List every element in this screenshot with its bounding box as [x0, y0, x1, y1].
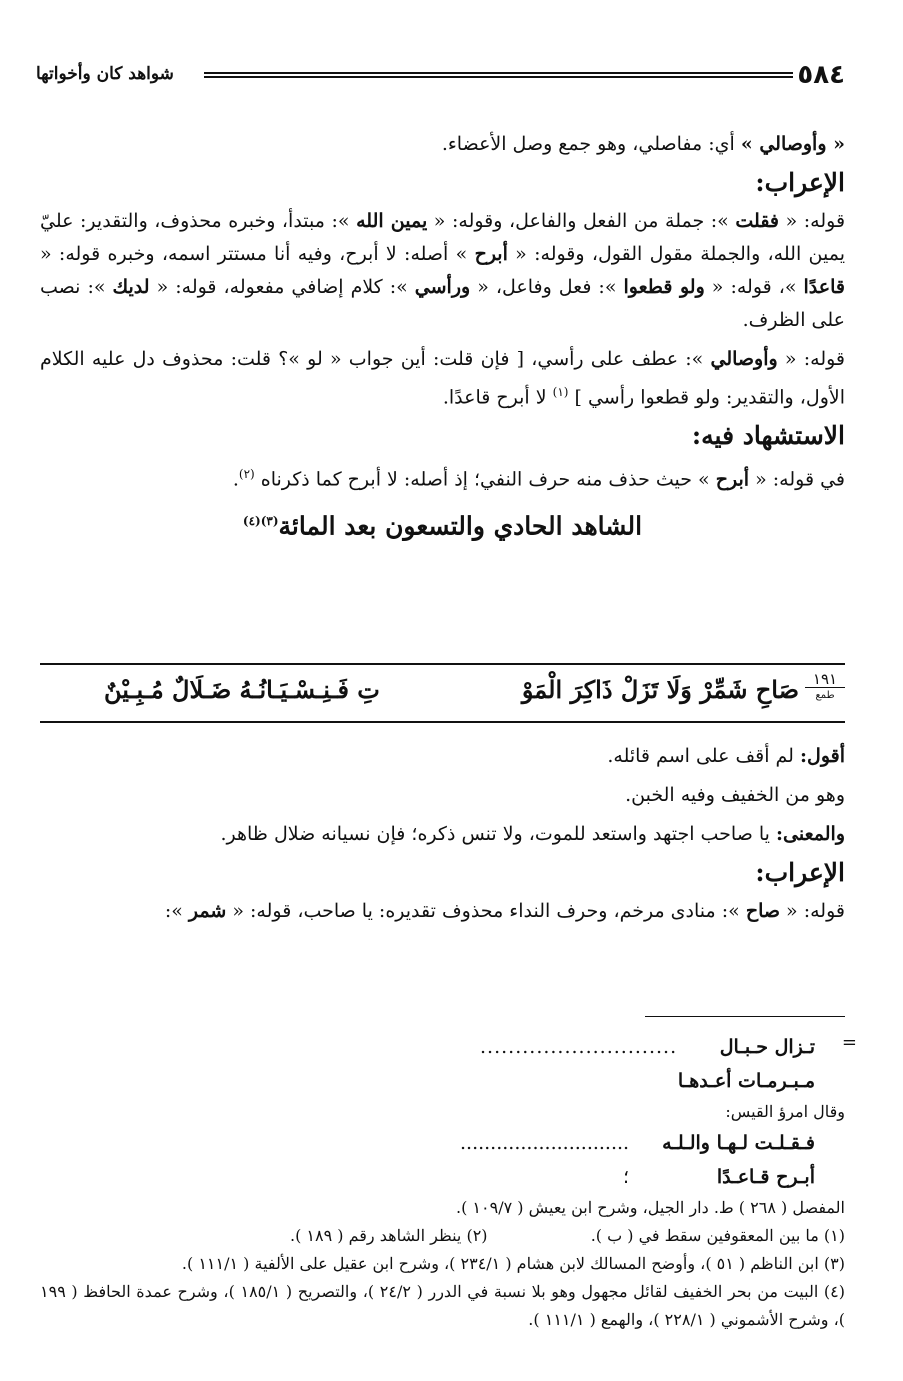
t: »: عطف على رأسي، [ فإن قلت: أين جواب « لو »؟ قلت: محذوف دل عليه الكلام الأول، والتقدير: ولو قطعوا رأسي ] [40, 348, 845, 409]
irab-paragraph-3 [40, 895, 845, 928]
t: تـزال حـبـال مـبـرمـات أعـدهـا [677, 1036, 815, 1092]
t: »: نصب على الظرف. [40, 276, 845, 331]
verse-box [40, 663, 845, 723]
t: قاعدًا [803, 276, 845, 298]
shahid-title [40, 501, 845, 546]
footnote-separator [645, 1016, 845, 1017]
t: . [232, 468, 239, 491]
main-text [40, 128, 845, 554]
footnote-continuation-mark: = [841, 1032, 857, 1053]
t: فقلت [735, 210, 780, 232]
t: ورأسي [414, 276, 471, 298]
footnote-ref-2: (٢) [238, 467, 255, 482]
footnote-row-1-2 [40, 1222, 845, 1250]
footnote-4: (٤) البيت من بحر الخفيف لقائل مجهول وهو بلا نسبة في الدرر ( ٢٤/٢ )، والتصريح ( ١٨٥/١ )، وشرح عمدة الحافظ ( ١٩٩ )، وشرح الأشموني ( ٢٢٨/١ )، والهمع ( ١١١/١ ). [40, 1282, 846, 1329]
reference-line: المفصل ( ٢٦٨ ) ط. دار الجيل، وشرح ابن يعيش ( ١٠٩/٧ ). [455, 1198, 845, 1217]
t: قوله: « [779, 210, 846, 232]
t: في قوله: « [749, 468, 845, 491]
t: ولو قطعوا [623, 276, 705, 298]
footnote-1: (١) ما بين المعقوفين سقط في ( ب ). [590, 1226, 845, 1245]
t: يا صاحب اجتهد واستعد للموت، ولا تنس ذكره؛ فإن نسيانه ضلال ظاهر. [220, 823, 777, 845]
verse-number [805, 671, 845, 704]
running-header [36, 58, 845, 92]
t: لديك [112, 276, 150, 298]
running-title: شواهد كان وأخواتها [36, 64, 174, 84]
gloss-paragraph [40, 128, 845, 161]
t: أبرح [474, 243, 508, 265]
maana-paragraph [40, 818, 845, 851]
t: أبرح [715, 468, 750, 491]
header-rule [204, 72, 793, 78]
t: قوله: « [777, 348, 845, 370]
gloss-term: « وأوصالي » [740, 133, 845, 155]
t: شمر [188, 900, 227, 922]
t: والمعنى: [776, 823, 845, 845]
footnote-2: (٢) ينظر الشاهد رقم ( ١٨٩ ). [290, 1226, 488, 1245]
irab-paragraph-2 [40, 343, 845, 414]
t: »: مبتدأ، وخبره محذوف، والتقدير: عليّ يمين الله، والجملة مقول القول، وقوله: « [40, 210, 845, 265]
page-number: ٥٨٤ [797, 60, 845, 90]
footnote-verse-b [40, 1126, 845, 1194]
verse-hemistich-1: صَاحِ شَمِّرْ وَلَا تَزَلْ ذَاكِرَ الْمَوْ [521, 675, 799, 704]
footnotes [40, 1030, 845, 1334]
t: لم أقف على اسم قائله. [607, 745, 800, 767]
istishhad-heading: الاستشهاد فيه: [691, 421, 845, 451]
commentary [40, 740, 845, 928]
imru-label: وقال امرؤ القيس: [725, 1102, 845, 1121]
t: »: منادى مرخم، وحرف النداء محذوف تقديره: يا صاحب، قوله: « [226, 900, 746, 922]
t: فـقـلـت لـهـا والـلـه أبـرح قـاعـدًا [662, 1132, 815, 1188]
t: يمين الله [356, 210, 428, 232]
shahid-title-text: الشاهد الحادي والتسعون بعد المائة [278, 510, 643, 540]
t: ............................ [480, 1036, 678, 1058]
footnote-verse-a [40, 1030, 845, 1098]
irab-heading-2: الإعراب: [755, 858, 845, 887]
aqul-paragraph [40, 740, 845, 773]
t: »، قوله: « [704, 276, 804, 298]
verse-mark: طمع [815, 690, 835, 701]
t: »: [164, 900, 189, 922]
irab-paragraph-1 [40, 205, 845, 337]
t: »: كلام إضافي مفعوله، قوله: « [149, 276, 415, 298]
t: لا أبرح قاعدًا. [442, 386, 553, 409]
irab-heading: الإعراب: [755, 168, 845, 197]
t: قوله: « [780, 900, 845, 922]
t: وأوصالي [710, 348, 778, 370]
verse-hemistich-2: تِ فَـنِـسْـيَـانُـهُ ضَـلَالٌ مُـبِـيْنٌ [104, 675, 380, 704]
t: »: فعل وفاعل، « [470, 276, 624, 298]
istishhad-paragraph [40, 458, 845, 496]
t: ............................ ؛ [459, 1132, 630, 1188]
footnote-3: (٣) ابن الناظم ( ٥١ )، وأوضح المسالك لابن هشام ( ٢٣٤/١ )، وشرح ابن عقيل على الألفية ( ١١١/١ ). [181, 1254, 845, 1273]
t: »: جملة من الفعل والفاعل، وقوله: « [427, 210, 736, 232]
t: صاح [745, 900, 781, 922]
meter-paragraph: وهو من الخفيف وفيه الخبن. [625, 784, 845, 806]
verse-number-value: ١٩١ [805, 671, 845, 688]
footnote-ref-3-4: (٣)(٤) [242, 513, 279, 528]
t: » أصله: لا أبرح، وفيه أنا مستتر اسمه، وخبره قوله: « [40, 243, 475, 265]
footnote-ref-1: (١) [552, 385, 569, 399]
t: » حيث حذف منه حرف النفي؛ إذ أصله: لا أبرح كما ذكرناه [254, 468, 716, 491]
gloss-text: أي: مفاصلي، وهو جمع وصل الأعضاء. [441, 133, 741, 155]
t: أقول: [800, 745, 845, 767]
